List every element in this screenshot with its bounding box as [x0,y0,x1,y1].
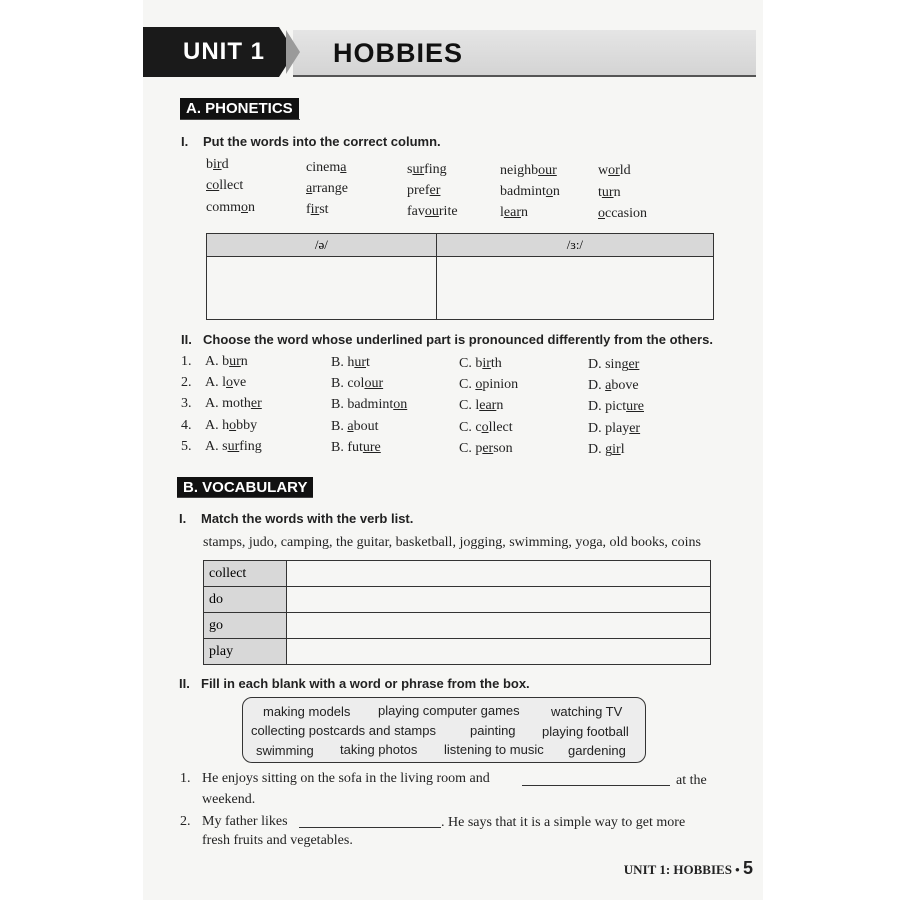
verb-label: play [204,639,287,665]
footer-label: UNIT 1: HOBBIES • [623,862,740,877]
word-item: first [306,202,329,217]
word-item: cinema [306,160,347,175]
answer-blank[interactable] [522,771,670,791]
sentence-number: 1. [180,771,191,786]
section-b-rule [177,497,313,498]
option-d[interactable]: D. above [588,378,639,393]
option-d[interactable]: D. girl [588,442,625,457]
workbook-page [143,0,763,900]
unit-title: HOBBIES [333,38,464,68]
answer-cell[interactable] [287,561,711,587]
answer-blank[interactable] [299,813,441,833]
verb-label: do [204,587,287,613]
phonetics-sort-table [206,233,714,320]
answer-cell[interactable] [287,639,711,665]
question-number: 2. [181,375,192,390]
column-header-schwa: /ə/ [207,234,437,257]
question-number: 4. [181,418,192,433]
phonetics-task-2 [181,332,713,347]
task-number: II. [181,332,192,347]
word-item: prefer [407,183,441,198]
option-a[interactable]: A. surfing [205,439,262,454]
task-number: I. [181,134,189,149]
word-item: favourite [407,204,458,219]
verb-match-table [203,560,711,665]
box-phrase: playing computer games [378,703,520,718]
option-b[interactable]: B. about [331,419,379,434]
sentence-text: weekend. [202,792,256,807]
word-item: neighbour [500,163,557,178]
section-a-heading: A. PHONETICS [180,98,299,119]
sentence-text: at the [676,773,707,788]
task-number: I. [179,511,187,526]
sentence-number: 2. [180,814,191,829]
section-a-rule [180,119,300,120]
task-instruction: Put the words into the correct column. [203,134,441,149]
task-instruction: Choose the word whose underlined part is pronounced differently from the others. [203,332,713,347]
option-c[interactable]: C. person [459,441,513,456]
sentence-text: He enjoys sitting on the sofa in the living room and [202,771,490,786]
vocabulary-task-2 [179,676,530,691]
option-d[interactable]: D. picture [588,399,644,414]
box-phrase: watching TV [551,704,623,719]
box-phrase: swimming [256,743,314,758]
phonetics-task-1 [181,134,441,149]
question-number: 3. [181,396,192,411]
option-a[interactable]: A. love [205,375,247,390]
question-number: 5. [181,439,192,454]
answer-cell[interactable] [436,257,713,320]
option-b[interactable]: B. future [331,440,381,455]
option-d[interactable]: D. singer [588,357,640,372]
word-item: bird [206,157,229,172]
option-c[interactable]: C. opinion [459,377,519,392]
option-b[interactable]: B. hurt [331,355,370,370]
word-item: common [206,200,255,215]
question-number: 1. [181,354,192,369]
verb-label: collect [204,561,287,587]
option-c[interactable]: C. collect [459,420,513,435]
option-a[interactable]: A. burn [205,354,248,369]
word-item: collect [206,178,244,193]
page-number: 5 [742,858,753,878]
sentence-text: . He says that it is a simple way to get more [441,815,686,830]
answer-cell[interactable] [287,613,711,639]
option-c[interactable]: C. birth [459,356,502,371]
word-item: learn [500,205,528,220]
word-item: world [598,163,631,178]
box-phrase: collecting postcards and stamps [251,723,436,738]
option-b[interactable]: B. badminton [331,397,408,412]
page-footer [624,858,753,879]
word-item: turn [598,185,621,200]
task-number: II. [179,676,190,691]
answer-cell[interactable] [287,587,711,613]
verb-label: go [204,613,287,639]
word-item: badminton [500,184,560,199]
task-instruction: Fill in each blank with a word or phrase from the box. [201,676,530,691]
sentence-text: fresh fruits and vegetables. [202,833,353,848]
box-phrase: painting [470,723,516,738]
banner-chevron-inner [286,30,300,74]
unit-number: UNIT 1 [183,38,266,65]
word-item: arrange [306,181,348,196]
task-instruction: Match the words with the verb list. [201,511,414,526]
word-item: surfing [407,162,447,177]
section-b-heading: B. VOCABULARY [177,477,313,498]
box-phrase: playing football [542,724,629,739]
answer-cell[interactable] [207,257,437,320]
box-phrase: gardening [568,743,626,758]
box-phrase: listening to music [444,742,544,757]
word-list: stamps, judo, camping, the guitar, basketball, jogging, swimming, yoga, old books, coins [203,535,701,550]
option-d[interactable]: D. player [588,421,641,436]
word-item: occasion [598,206,647,221]
column-header-er: /ɜ:/ [436,234,713,257]
option-a[interactable]: A. mother [205,396,262,411]
option-c[interactable]: C. learn [459,398,504,413]
box-phrase: taking photos [340,742,418,757]
vocabulary-task-1 [179,511,413,526]
option-a[interactable]: A. hobby [205,418,258,433]
box-phrase: making models [263,704,351,719]
sentence-text: My father likes [202,814,288,829]
option-b[interactable]: B. colour [331,376,384,391]
